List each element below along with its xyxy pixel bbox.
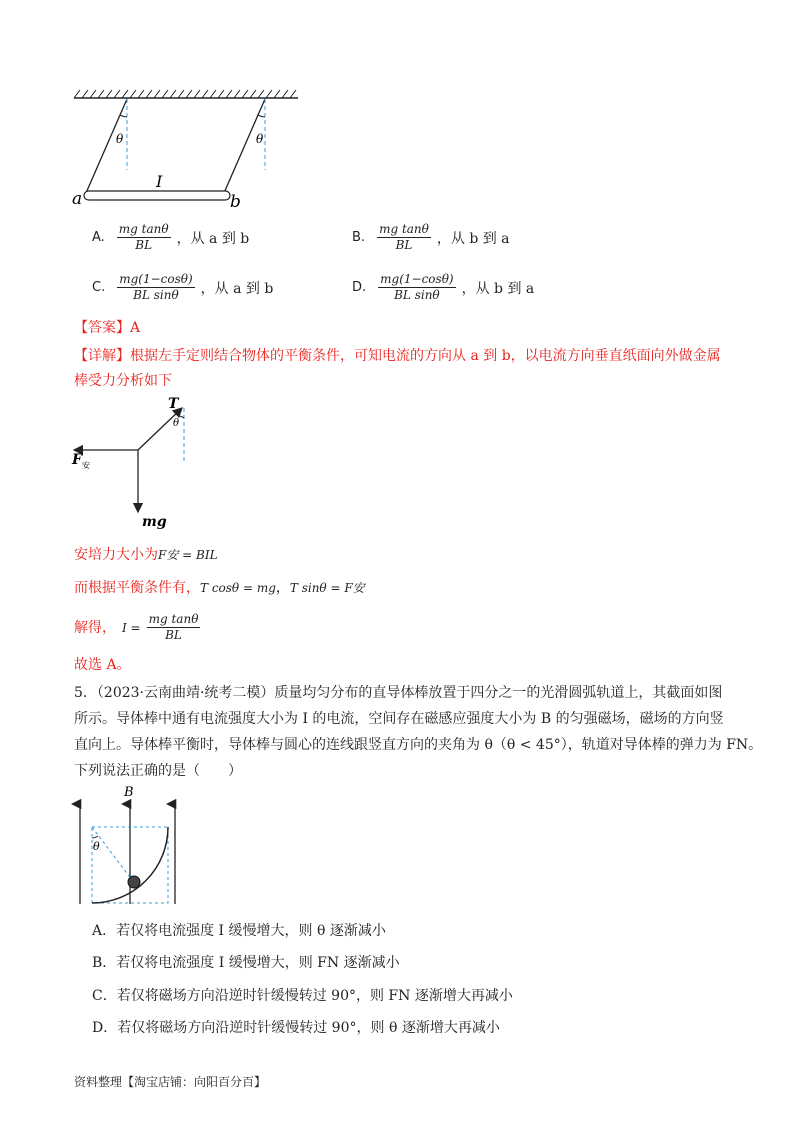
option-b[interactable]: B. $\frac{\text{mg tanθ}}{BL}$ ，从 b 到 a [352,222,510,252]
q5-option-c[interactable]: C．若仅将磁场方向沿逆时针缓慢转过 90°，则 FN 逐渐增大再减小 [92,988,513,1004]
current-label: I [156,172,163,191]
option-c[interactable]: C. $\frac{mg(1-\cos\theta)}{\text{BL sinθ}}$ ，从 a 到 b [92,272,274,302]
svg-text:安: 安 [82,461,90,470]
footer: 资料整理【淘宝店铺：向阳百分百】 [74,1075,267,1089]
solve-line: 解得， I = $\frac{\text{mg tanθ}}{BL}$ [74,612,199,642]
metal-rod [84,191,230,200]
choose-line: 故选 A。 [74,657,131,673]
ampere-line: 安培力大小为F安 = BIL [74,547,218,563]
q5-line-1: 5．（2023·云南曲靖·统考二模）质量均匀分布的直导体棒放置于四分之一的光滑圆弧轨道上，其截面如图 [74,685,723,701]
option-a[interactable]: A. $\frac{\text{mg tanθ}}{BL}$ ，从 a 到 b [92,222,250,252]
end-b-label: b [230,192,241,212]
q5-line-3: 直向上。导体棒平衡时，导体棒与圆心的连线跟竖直方向的夹角为 θ（θ < 45°），轨道对导体棒的弹力为 FN。 [74,737,763,753]
theta-label: θ [116,132,124,146]
figure-hanging-rod [60,85,310,215]
svg-text:F: F [72,452,82,468]
tension-arrow [138,408,182,450]
svg-text:B: B [124,785,134,800]
balance-line: 而根据平衡条件有，T cosθ = mg，T sinθ = F安 [74,580,365,596]
q5-option-a[interactable]: A．若仅将电流强度 I 缓慢增大，则 θ 逐渐减小 [92,923,386,939]
q5-option-d[interactable]: D．若仅将磁场方向沿逆时针缓慢转过 90°，则 θ 逐渐增大再减小 [92,1020,500,1036]
figure-arc-track [60,780,200,910]
answer: 【答案】A [74,320,141,336]
detail-line-2: 棒受力分析如下 [74,373,172,389]
q5-option-b[interactable]: B．若仅将电流强度 I 缓慢增大，则 FN 逐渐减小 [92,955,400,971]
svg-text:T: T [168,396,179,412]
q5-line-2: 所示。导体棒中通有电流强度大小为 I 的电流，空间存在磁感应强度大小为 B 的匀强磁场，磁场的方向竖 [74,711,724,727]
force-diagram [60,392,210,532]
svg-text:θ: θ [173,418,180,429]
end-a-label: a [72,189,83,209]
detail-line-1: 【详解】根据左手定则结合物体的平衡条件，可知电流的方向从 a 到 b，以电流方向垂直纸面向外做金属 [74,348,721,364]
theta-label: θ [256,132,264,146]
svg-text:mg: mg [142,514,167,530]
option-d[interactable]: D. $\frac{mg(1-\cos\theta)}{\text{BL sinθ}}$ ，从 b 到 a [352,272,535,302]
string-left [86,99,127,193]
q5-line-4: 下列说法正确的是（ ） [74,763,242,779]
rod-cross-section [128,876,140,888]
string-right [224,99,265,193]
svg-text:θ: θ [93,840,100,853]
